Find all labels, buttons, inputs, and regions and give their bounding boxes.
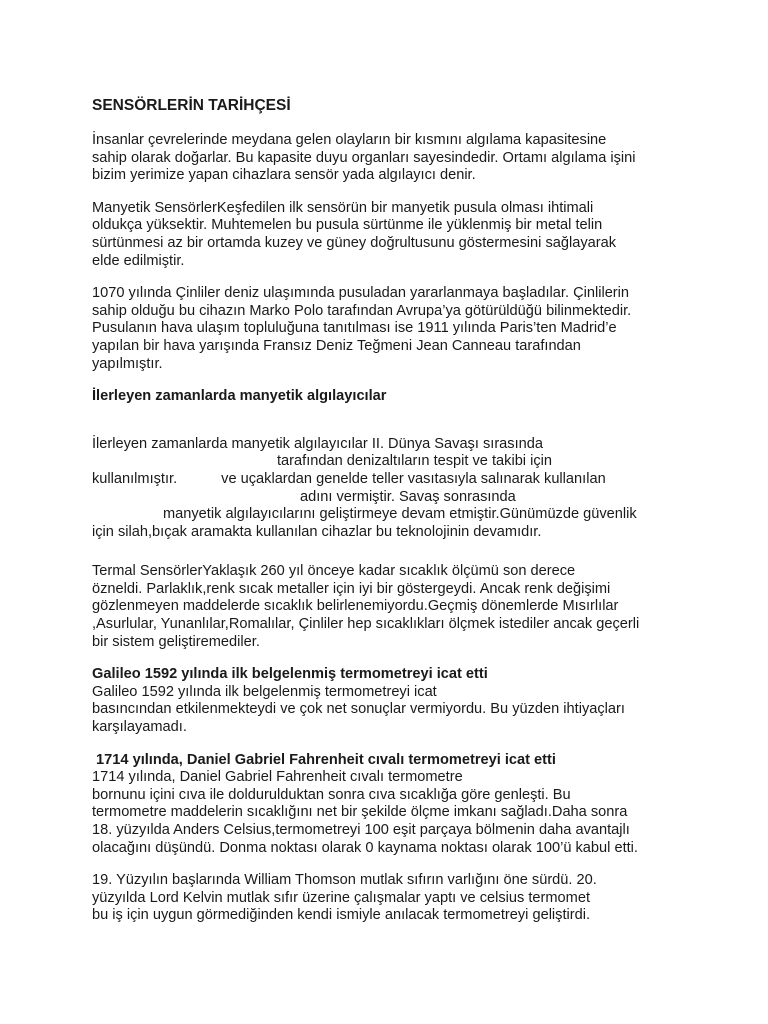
text-line: olacağını düşündü. Donma noktası olarak 0 kaynama noktası olarak 100’ü kabul etti.	[92, 839, 638, 856]
text-line: sahip olduğu bu cihazın Marko Polo tarafından Avrupa’ya götürüldüğü bilinmektedir.	[92, 302, 632, 319]
document-page	[92, 96, 682, 940]
text-line: elde edilmiştir.	[92, 252, 185, 269]
text-line: sahip olarak doğarlar. Bu kapasite duyu organları sayesindedir. Ortamı algılama işini	[92, 149, 636, 166]
text-line: termometre maddelerin sıcaklığını net bir şekilde ölçme imkanı sağladı.Daha sonra	[92, 804, 628, 821]
text-line: bornunu içini cıva ile doldurulduktan sonra cıva sıcaklığa göre genleşti. Bu	[92, 786, 571, 803]
text-line: adını vermiştir. Savaş sonrasında	[300, 488, 516, 505]
text-line: basıncından etkilenmekteydi ve çok net sonuçlar vermiyordu. Bu yüzden ihtiyaçları	[92, 701, 625, 718]
text-line: İlerleyen zamanlarda manyetik algılayıcılar II. Dünya Savaşı sırasında	[92, 435, 543, 452]
text-line: 1070 yılında Çinliler deniz ulaşımında pusuladan yararlanmaya başladılar. Çinlilerin	[92, 285, 630, 302]
fahrenheit-heading: 1714 yılında, Daniel Gabriel Fahrenheit cıvalı termometreyi icat etti	[92, 751, 556, 768]
kelvin-paragraph	[92, 872, 682, 925]
text-line: bu iş için uygun görmediğinden kendi ismiyle anılacak termometreyi geliştirdi.	[92, 907, 591, 924]
advanced-magnetic-paragraph	[92, 436, 682, 542]
text-line: gözlenmeyen maddelerde sıcaklık belirlenemiyordu.Geçmiş dönemlerde Mısırlılar	[92, 598, 619, 615]
text-line: özneldi. Parlaklık,renk sıcak metaller için iyi bir göstergeydi. Ancak renk değişimi	[92, 580, 611, 597]
thermal-sensors-paragraph	[92, 563, 682, 651]
text-line: için silah,bıçak aramakta kullanılan cihazlar bu teknolojinin devamıdır.	[92, 523, 542, 540]
history-1070-paragraph	[92, 285, 682, 373]
text-line: sürtünmesi az bir ortamda kuzey ve güney doğrultusunu göstermesini sağlayarak	[92, 234, 617, 251]
text-fragment: kullanılmıştır.	[92, 470, 178, 487]
text-line: İnsanlar çevrelerinde meydana gelen olayların bir kısmını algılama kapasitesine	[92, 132, 607, 148]
galileo-heading: Galileo 1592 yılında ilk belgelenmiş termometreyi icat etti	[92, 666, 488, 683]
text-line: Termal SensörlerYaklaşık 260 yıl önceye kadar sıcaklık ölçümü son derece	[92, 563, 576, 580]
fahrenheit-paragraph	[92, 769, 682, 857]
text-line: 1714 yılında, Daniel Gabriel Fahrenheit cıvalı termometre	[92, 769, 463, 786]
text-line: 18. yüzyılda Anders Celsius,termometreyi 100 eşit parçaya bölmenin daha avantajlı	[92, 822, 630, 838]
galileo-paragraph	[92, 684, 682, 737]
text-line	[92, 471, 682, 489]
text-line: ,Asurlular, Yunanlılar,Romalılar, Çinliler hep sıcaklıkları ölçmek istediler ancak geçerli	[92, 616, 640, 633]
text-line: tarafından denizaltıların tespit ve takibi için	[277, 453, 553, 470]
text-fragment: ve uçaklardan genelde teller vasıtasıyla salınarak kullanılan	[221, 470, 606, 487]
text-line: Pusulanın hava ulaşım topluluğuna tanıtılması ise 1911 yılında Paris’ten Madrid’e	[92, 320, 617, 337]
text-line: bizim yerimize yapan cihazlara sensör yada algılayıcı denir.	[92, 167, 476, 184]
document-title: SENSÖRLERİN TARİHÇESİ	[92, 97, 291, 114]
text-line: Manyetik SensörlerKeşfedilen ilk sensörün bir manyetik pusula olması ihtimali	[92, 199, 594, 216]
intro-paragraph	[92, 132, 682, 185]
text-line: bir sistem geliştiremediler.	[92, 633, 260, 650]
text-line: Galileo 1592 yılında ilk belgelenmiş termometreyi icat	[92, 683, 437, 700]
advanced-magnetic-heading: İlerleyen zamanlarda manyetik algılayıcılar	[92, 388, 387, 405]
text-line: yapılan bir hava yarışında Fransız Deniz Teğmeni Jean Canneau tarafından	[92, 337, 581, 354]
text-line: oldukça yüksektir. Muhtemelen bu pusula sürtünme ile yüklenmiş bir metal telin	[92, 217, 603, 234]
magnetic-sensors-paragraph	[92, 200, 682, 270]
text-line: karşılayamadı.	[92, 719, 187, 736]
text-line: yapılmıştır.	[92, 355, 163, 372]
text-line: yüzyılda Lord Kelvin mutlak sıfır üzerine çalışmalar yaptı ve celsius termomet	[92, 889, 590, 906]
text-line: manyetik algılayıcılarını geliştirmeye devam etmiştir.Günümüzde güvenlik	[163, 506, 637, 523]
text-line: 19. Yüzyılın başlarında William Thomson mutlak sıfırın varlığını öne sürdü. 20.	[92, 872, 597, 889]
